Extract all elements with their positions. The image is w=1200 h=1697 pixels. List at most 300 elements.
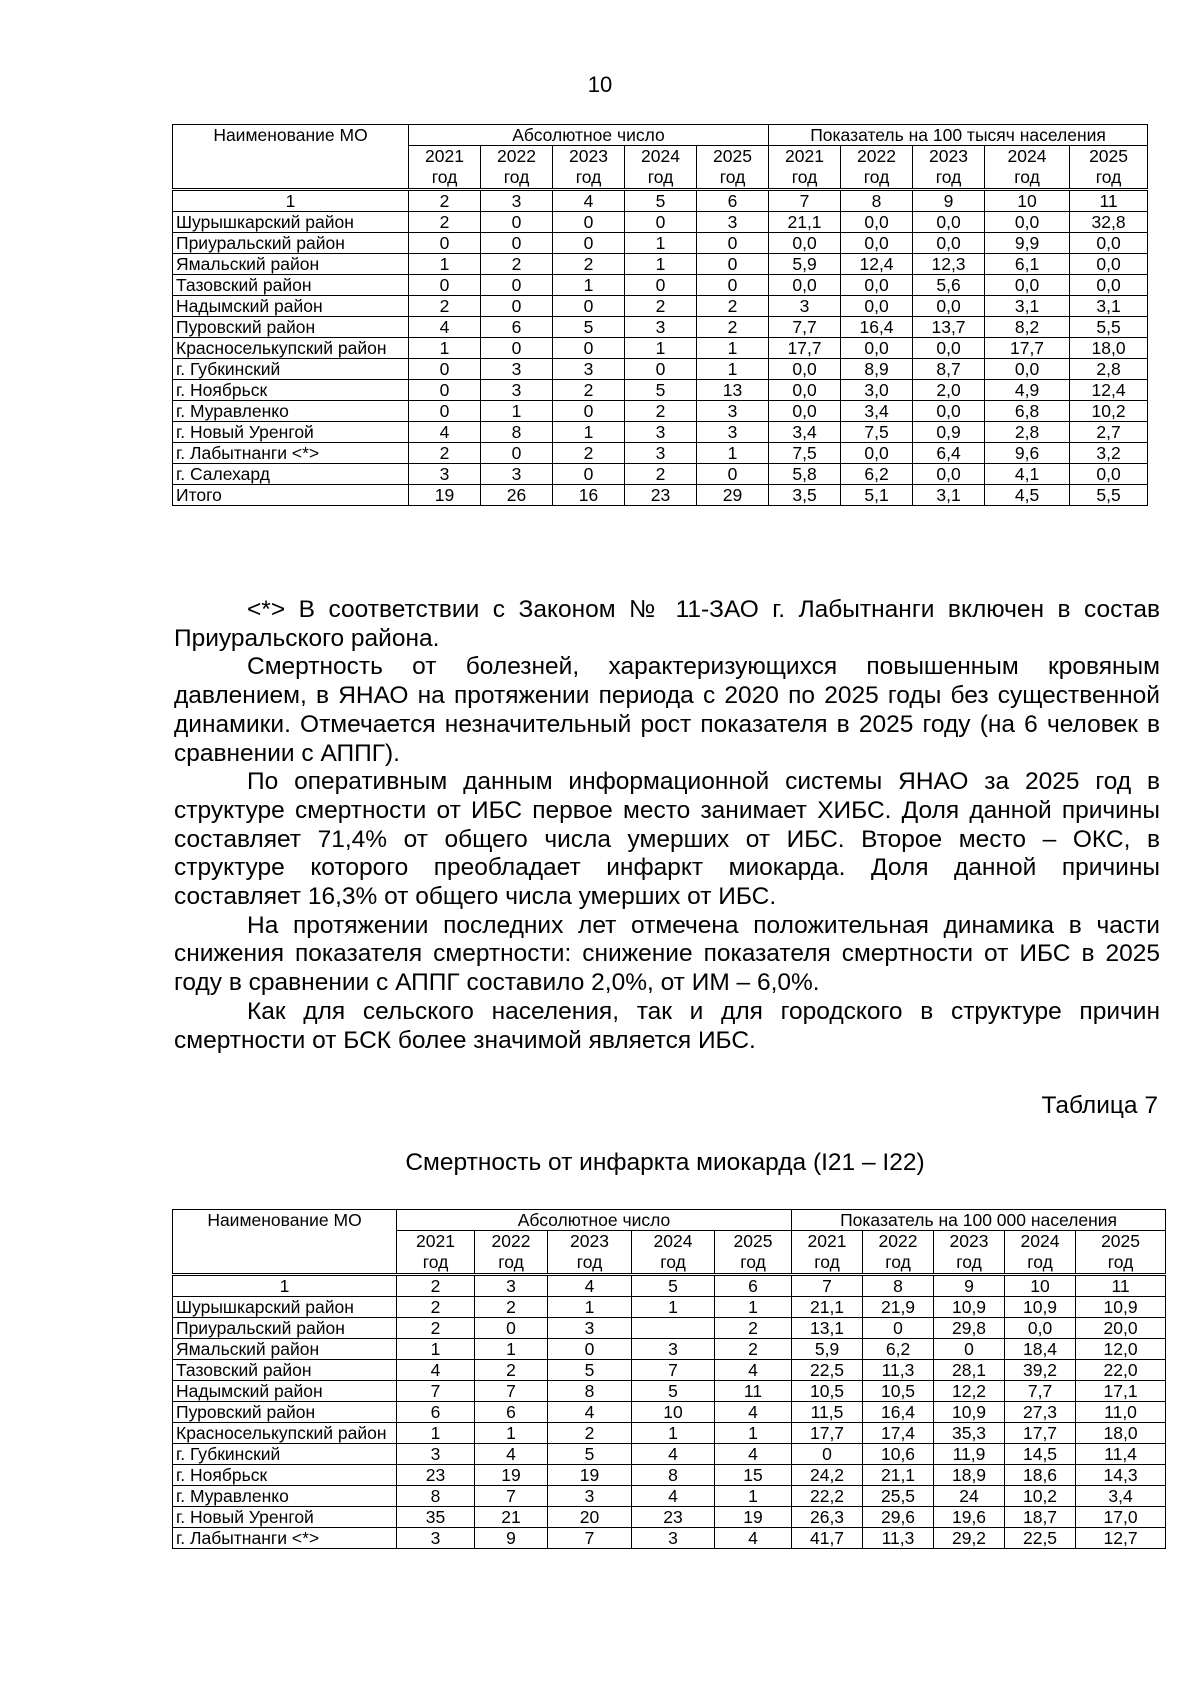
header-year-value: 2023 (949, 1231, 989, 1251)
row-name: г. Муравленко (173, 1486, 397, 1507)
table-cell: 35,3 (934, 1423, 1005, 1444)
table-cell: 0 (553, 212, 625, 233)
table-cell: 15 (715, 1465, 792, 1486)
table-cell: 7,5 (841, 422, 913, 443)
table-cell: 0 (625, 359, 697, 380)
table-cell: 0 (548, 1339, 632, 1360)
row-name: Красноселькупский район (173, 338, 409, 359)
table-cell: 19 (475, 1465, 548, 1486)
table-cell: 3,2 (1070, 443, 1148, 464)
table-cell: 18,7 (1005, 1507, 1076, 1528)
table-title: Смертность от инфаркта миокарда (I21 – I22) (405, 1149, 925, 1176)
table-cell: 29,6 (863, 1507, 934, 1528)
table-cell: 2 (548, 1423, 632, 1444)
table-row (173, 485, 1148, 506)
header-year (913, 146, 985, 190)
table-cell: 0,0 (1070, 233, 1148, 254)
header-year-suffix: год (1095, 167, 1122, 187)
table-cell: 3 (481, 359, 553, 380)
table-cell: 5,5 (1070, 317, 1148, 338)
table-cell: 17,7 (1005, 1423, 1076, 1444)
table-label: Таблица 7 (1041, 1092, 1158, 1119)
header-year (409, 146, 481, 190)
table-cell: 17,7 (769, 338, 841, 359)
table-cell: 41,7 (792, 1528, 863, 1549)
table-cell: 3 (625, 317, 697, 338)
table-cell: 21,1 (863, 1465, 934, 1486)
row-name: Приуральский район (173, 233, 409, 254)
table-cell: 2 (553, 443, 625, 464)
header-year-suffix: год (503, 167, 530, 187)
row-name: Красноселькупский район (173, 1423, 397, 1444)
table-cell: 4 (409, 422, 481, 443)
table-cell: 0,0 (985, 275, 1070, 296)
table-cell: 5 (632, 1381, 715, 1402)
table-cell: 5 (553, 317, 625, 338)
table-cell: 3,1 (985, 296, 1070, 317)
header-year (769, 146, 841, 190)
row-name: г. Новый Уренгой (173, 422, 409, 443)
row-name: г. Ноябрьск (173, 1465, 397, 1486)
table-cell: 8 (548, 1381, 632, 1402)
header-year-value: 2024 (653, 1231, 693, 1251)
row-name: г. Лабытнанги <*> (173, 1528, 397, 1549)
column-number: 6 (715, 1275, 792, 1297)
table-cell: 10 (632, 1402, 715, 1423)
column-number: 3 (481, 190, 553, 212)
table-cell: 21,1 (792, 1297, 863, 1318)
table-cell: 4 (632, 1444, 715, 1465)
column-number: 2 (409, 190, 481, 212)
table-cell: 10,5 (792, 1381, 863, 1402)
table-cell: 1 (397, 1423, 475, 1444)
table-row (173, 1528, 1166, 1549)
table-cell: 4 (548, 1402, 632, 1423)
table-cell: 6 (397, 1402, 475, 1423)
table-cell: 11,5 (792, 1402, 863, 1423)
header-year-suffix: год (431, 167, 458, 187)
table-cell: 4 (632, 1486, 715, 1507)
table-row (173, 464, 1148, 485)
table-cell: 22,5 (1005, 1528, 1076, 1549)
table-cell: 1 (625, 254, 697, 275)
row-name: Пуровский район (173, 1402, 397, 1423)
header-group-absolute: Абсолютное число (397, 1210, 792, 1231)
header-year-suffix: год (935, 167, 962, 187)
table-cell: 4 (715, 1402, 792, 1423)
table-cell: 0 (553, 338, 625, 359)
table-cell: 3 (397, 1528, 475, 1549)
table-cell: 0,0 (841, 233, 913, 254)
table-cell: 1 (475, 1339, 548, 1360)
table-cell: 2 (697, 317, 769, 338)
table-cell: 0,0 (1070, 464, 1148, 485)
table-cell: 7 (548, 1528, 632, 1549)
table-cell: 3 (553, 359, 625, 380)
table-cell: 17,0 (1076, 1507, 1166, 1528)
header-year (1005, 1231, 1076, 1275)
table-cell: 20 (548, 1507, 632, 1528)
table-cell: 0,0 (985, 212, 1070, 233)
column-number: 2 (397, 1275, 475, 1297)
table-cell: 17,7 (985, 338, 1070, 359)
header-year-suffix: год (575, 167, 602, 187)
header-year-value: 2022 (497, 146, 536, 166)
table-cell: 0 (863, 1318, 934, 1339)
table-cell: 11,0 (1076, 1402, 1166, 1423)
table-cell: 3 (632, 1339, 715, 1360)
table-cell: 26,3 (792, 1507, 863, 1528)
table-cell: 4 (715, 1360, 792, 1381)
header-year-value: 2025 (1101, 1231, 1141, 1251)
table-cell: 9 (475, 1528, 548, 1549)
table-cell: 1 (625, 338, 697, 359)
table-cell: 39,2 (1005, 1360, 1076, 1381)
table-cell: 0 (625, 275, 697, 296)
table-row (173, 1423, 1166, 1444)
table-cell: 0 (553, 401, 625, 422)
table-cell: 21,1 (769, 212, 841, 233)
table-cell: 4,9 (985, 380, 1070, 401)
table-cell: 7,5 (769, 443, 841, 464)
row-name: Приуральский район (173, 1318, 397, 1339)
table-cell: 3,4 (1076, 1486, 1166, 1507)
table-cell: 2 (625, 401, 697, 422)
header-year-suffix: год (647, 167, 674, 187)
table-cell: 10,6 (863, 1444, 934, 1465)
header-year-suffix: год (956, 1252, 982, 1272)
row-name: Пуровский район (173, 317, 409, 338)
table-cell (632, 1318, 715, 1339)
table-cell: 2 (409, 443, 481, 464)
column-number: 5 (625, 190, 697, 212)
table-cell: 0 (697, 254, 769, 275)
table-cell: 19 (548, 1465, 632, 1486)
table-cell: 11,9 (934, 1444, 1005, 1465)
table-cell: 2 (697, 296, 769, 317)
table-cell: 0,0 (769, 359, 841, 380)
table-cell: 29 (697, 485, 769, 506)
table-cell: 3,5 (769, 485, 841, 506)
table-cell: 13,1 (792, 1318, 863, 1339)
table-cell: 22,0 (1076, 1360, 1166, 1381)
table-cell: 0 (553, 464, 625, 485)
column-number: 4 (553, 190, 625, 212)
table-cell: 10,2 (1005, 1486, 1076, 1507)
table-row (173, 1444, 1166, 1465)
table-cell: 10,9 (1076, 1297, 1166, 1318)
table-cell: 3 (632, 1528, 715, 1549)
table-cell: 18,9 (934, 1465, 1005, 1486)
header-year (632, 1231, 715, 1275)
table-cell: 3 (697, 422, 769, 443)
table-cell: 13 (697, 380, 769, 401)
table-cell: 1 (481, 401, 553, 422)
table-cell: 1 (475, 1423, 548, 1444)
table-cell: 11,4 (1076, 1444, 1166, 1465)
table-row (173, 422, 1148, 443)
table-cell: 2 (625, 464, 697, 485)
header-year (863, 1231, 934, 1275)
table-cell: 6,8 (985, 401, 1070, 422)
table-cell: 0 (409, 275, 481, 296)
table-cell: 10,9 (1005, 1297, 1076, 1318)
table-cell: 11,3 (863, 1360, 934, 1381)
table-cell: 3 (548, 1318, 632, 1339)
table-cell: 3 (697, 212, 769, 233)
table-cell: 2 (481, 254, 553, 275)
table-cell: 0 (934, 1339, 1005, 1360)
table-cell: 0 (409, 401, 481, 422)
table-cell: 5 (548, 1360, 632, 1381)
table-cell: 4,1 (985, 464, 1070, 485)
table-cell: 0,0 (769, 233, 841, 254)
table-cell: 2 (475, 1297, 548, 1318)
header-year (475, 1231, 548, 1275)
table-cell: 3,1 (913, 485, 985, 506)
table-cell: 1 (697, 338, 769, 359)
table-cell: 2 (715, 1339, 792, 1360)
table-cell: 1 (409, 338, 481, 359)
table-cell: 4,5 (985, 485, 1070, 506)
table-cell: 2,8 (985, 422, 1070, 443)
header-year (1070, 146, 1148, 190)
row-name: г. Губкинский (173, 1444, 397, 1465)
table-row (173, 1381, 1166, 1402)
table-cell: 7,7 (769, 317, 841, 338)
table-cell: 0,0 (913, 464, 985, 485)
header-year-suffix: год (1027, 1252, 1053, 1272)
table-cell: 0,0 (841, 338, 913, 359)
table-cell: 6,2 (863, 1339, 934, 1360)
row-name: Тазовский район (173, 1360, 397, 1381)
table-cell: 6,2 (841, 464, 913, 485)
table-cell: 8,9 (841, 359, 913, 380)
table-row (173, 254, 1148, 275)
row-name: Ямальский район (173, 1339, 397, 1360)
table-cell: 0,0 (841, 212, 913, 233)
row-name: Итого (173, 485, 409, 506)
table-cell: 5,9 (792, 1339, 863, 1360)
table-cell: 1 (548, 1297, 632, 1318)
table-cell: 8 (397, 1486, 475, 1507)
table-cell: 20,0 (1076, 1318, 1166, 1339)
table-cell: 32,8 (1070, 212, 1148, 233)
table-cell: 0,0 (841, 296, 913, 317)
table-cell: 25,5 (863, 1486, 934, 1507)
header-year (792, 1231, 863, 1275)
header-year (553, 146, 625, 190)
table-cell: 12,4 (841, 254, 913, 275)
table-cell: 3 (397, 1444, 475, 1465)
column-number: 8 (863, 1275, 934, 1297)
table-cell: 12,7 (1076, 1528, 1166, 1549)
table-cell: 5,1 (841, 485, 913, 506)
column-number: 3 (475, 1275, 548, 1297)
table-cell: 2 (715, 1318, 792, 1339)
header-year-suffix: год (576, 1252, 603, 1272)
header-year (397, 1231, 475, 1275)
header-name-col: Наименование МО (173, 1210, 397, 1275)
table-cell: 0 (553, 296, 625, 317)
table-cell: 0,0 (769, 380, 841, 401)
table-cell: 11,3 (863, 1528, 934, 1549)
table-cell: 0,0 (913, 212, 985, 233)
table-cell: 5 (548, 1444, 632, 1465)
table-row (173, 1486, 1166, 1507)
table-cell: 17,1 (1076, 1381, 1166, 1402)
table-cell: 2 (397, 1297, 475, 1318)
table-cell: 0,0 (1070, 275, 1148, 296)
table-cell: 11 (715, 1381, 792, 1402)
row-name: г. Салехард (173, 464, 409, 485)
table-cell: 13,7 (913, 317, 985, 338)
table-row (173, 1465, 1166, 1486)
table-cell: 2 (409, 212, 481, 233)
table-cell: 3 (481, 464, 553, 485)
body-text (174, 596, 1160, 1055)
table-cell: 9,9 (985, 233, 1070, 254)
column-number: 4 (548, 1275, 632, 1297)
table-cell: 6 (475, 1402, 548, 1423)
table-cell: 1 (697, 443, 769, 464)
table-cell: 2,8 (1070, 359, 1148, 380)
table-cell: 0 (481, 233, 553, 254)
header-year-value: 2025 (733, 1231, 773, 1251)
column-number: 9 (934, 1275, 1005, 1297)
row-name: г. Новый Уренгой (173, 1507, 397, 1528)
table-cell: 4 (475, 1444, 548, 1465)
row-name: Ямальский район (173, 254, 409, 275)
header-year-suffix: год (885, 1252, 911, 1272)
table-row (173, 233, 1148, 254)
header-year-value: 2023 (569, 146, 608, 166)
header-year (548, 1231, 632, 1275)
table-cell: 3 (548, 1486, 632, 1507)
table-cell: 1 (715, 1423, 792, 1444)
table-row (173, 1339, 1166, 1360)
table-cell: 0 (697, 233, 769, 254)
table-cell: 0,0 (841, 443, 913, 464)
table-cell: 5,6 (913, 275, 985, 296)
header-group-absolute: Абсолютное число (409, 125, 769, 146)
header-year-suffix: год (422, 1252, 449, 1272)
table-cell: 1 (625, 233, 697, 254)
row-name: Шурышкарский район (173, 212, 409, 233)
table-cell: 1 (632, 1423, 715, 1444)
table-cell: 12,4 (1070, 380, 1148, 401)
header-year-suffix: год (1107, 1252, 1134, 1272)
table-cell: 2,0 (913, 380, 985, 401)
table-cell: 10,9 (934, 1402, 1005, 1423)
table-cell: 14,5 (1005, 1444, 1076, 1465)
header-year-value: 2023 (929, 146, 968, 166)
table-cell: 1 (397, 1339, 475, 1360)
table-cell: 8,7 (913, 359, 985, 380)
header-year-value: 2022 (491, 1231, 531, 1251)
table-cell: 2 (625, 296, 697, 317)
paragraph: Смертность от болезней, характеризующихся повышенным кровяным давлением, в ЯНАО на протяжении периода с 2020 по 2025 годы без существенной динамики. Отмечается незначительный рост показателя в 2025 году (на 6 человек в сравнении с АППГ). (174, 653, 1160, 767)
header-year-value: 2024 (1020, 1231, 1060, 1251)
table-cell: 1 (697, 359, 769, 380)
table-cell: 9,6 (985, 443, 1070, 464)
table-cell: 28,1 (934, 1360, 1005, 1381)
table-cell: 5,8 (769, 464, 841, 485)
table-cell: 2 (553, 254, 625, 275)
table-cell: 10,2 (1070, 401, 1148, 422)
table-cell: 2 (409, 296, 481, 317)
table-row (173, 1507, 1166, 1528)
column-number: 11 (1070, 190, 1148, 212)
paragraph: По оперативным данным информационной системы ЯНАО за 2025 год в структуре смертности от ИБС первое место занимает ХИБС. Доля данной причины составляет 71,4% от общего числа умерших от ИБС. Второе место – ОКС, в структуре которого преобладает инфаркт миокарда. Доля данной причины составляет 16,3% от общего числа умерших от ИБС. (174, 768, 1160, 911)
table-cell: 35 (397, 1507, 475, 1528)
table-row (173, 1402, 1166, 1423)
row-name: Тазовский район (173, 275, 409, 296)
table-cell: 18,4 (1005, 1339, 1076, 1360)
table-cell: 29,2 (934, 1528, 1005, 1549)
table-cell: 0 (697, 275, 769, 296)
row-name: г. Муравленко (173, 401, 409, 422)
table-cell: 3,0 (841, 380, 913, 401)
table-cell: 2 (397, 1318, 475, 1339)
table-row (173, 1360, 1166, 1381)
table-cell: 1 (553, 422, 625, 443)
table-row (173, 1297, 1166, 1318)
table-cell: 0 (697, 464, 769, 485)
paragraph: <*> В соответствии с Законом № 11-ЗАО г. Лабытнанги включен в состав Приуральского района. (174, 596, 1160, 652)
table-cell: 3 (481, 380, 553, 401)
paragraph: На протяжении последних лет отмечена положительная динамика в части снижения показателя смертности: снижение показателя смертности от ИБС в 2025 году в сравнении с АППГ составило 2,0%, от ИМ – 6,0%. (174, 911, 1160, 997)
table-cell: 0 (409, 359, 481, 380)
table-row (173, 317, 1148, 338)
table-cell: 7 (475, 1486, 548, 1507)
column-number: 9 (913, 190, 985, 212)
table-cell: 6,1 (985, 254, 1070, 275)
table-row (173, 275, 1148, 296)
table-cell: 10,5 (863, 1381, 934, 1402)
table-cell: 12,3 (913, 254, 985, 275)
table-cell: 17,4 (863, 1423, 934, 1444)
table-cell: 7 (632, 1360, 715, 1381)
table-row (173, 212, 1148, 233)
table-cell: 0,0 (769, 401, 841, 422)
table-cell: 3 (409, 464, 481, 485)
table-cell: 7 (475, 1381, 548, 1402)
table-cell: 24,2 (792, 1465, 863, 1486)
header-year (481, 146, 553, 190)
table-cell: 0 (481, 443, 553, 464)
header-group-rate: Показатель на 100 тысяч населения (769, 125, 1148, 146)
table-cell: 4 (715, 1444, 792, 1465)
table-cell: 19,6 (934, 1507, 1005, 1528)
table-cell: 4 (397, 1360, 475, 1381)
table-cell: 22,5 (792, 1360, 863, 1381)
table-cell: 1 (553, 275, 625, 296)
table-cell: 1 (409, 254, 481, 275)
header-year-suffix: год (740, 1252, 766, 1272)
column-number: 6 (697, 190, 769, 212)
table-cell: 7 (397, 1381, 475, 1402)
table-cell: 3 (625, 443, 697, 464)
table-cell: 18,0 (1076, 1423, 1166, 1444)
mortality-table-1 (172, 124, 1148, 506)
table-cell: 24 (934, 1486, 1005, 1507)
column-number: 11 (1076, 1275, 1166, 1297)
table-cell: 0 (625, 212, 697, 233)
table-cell: 8 (481, 422, 553, 443)
table-cell: 2 (553, 380, 625, 401)
table-cell: 0,9 (913, 422, 985, 443)
